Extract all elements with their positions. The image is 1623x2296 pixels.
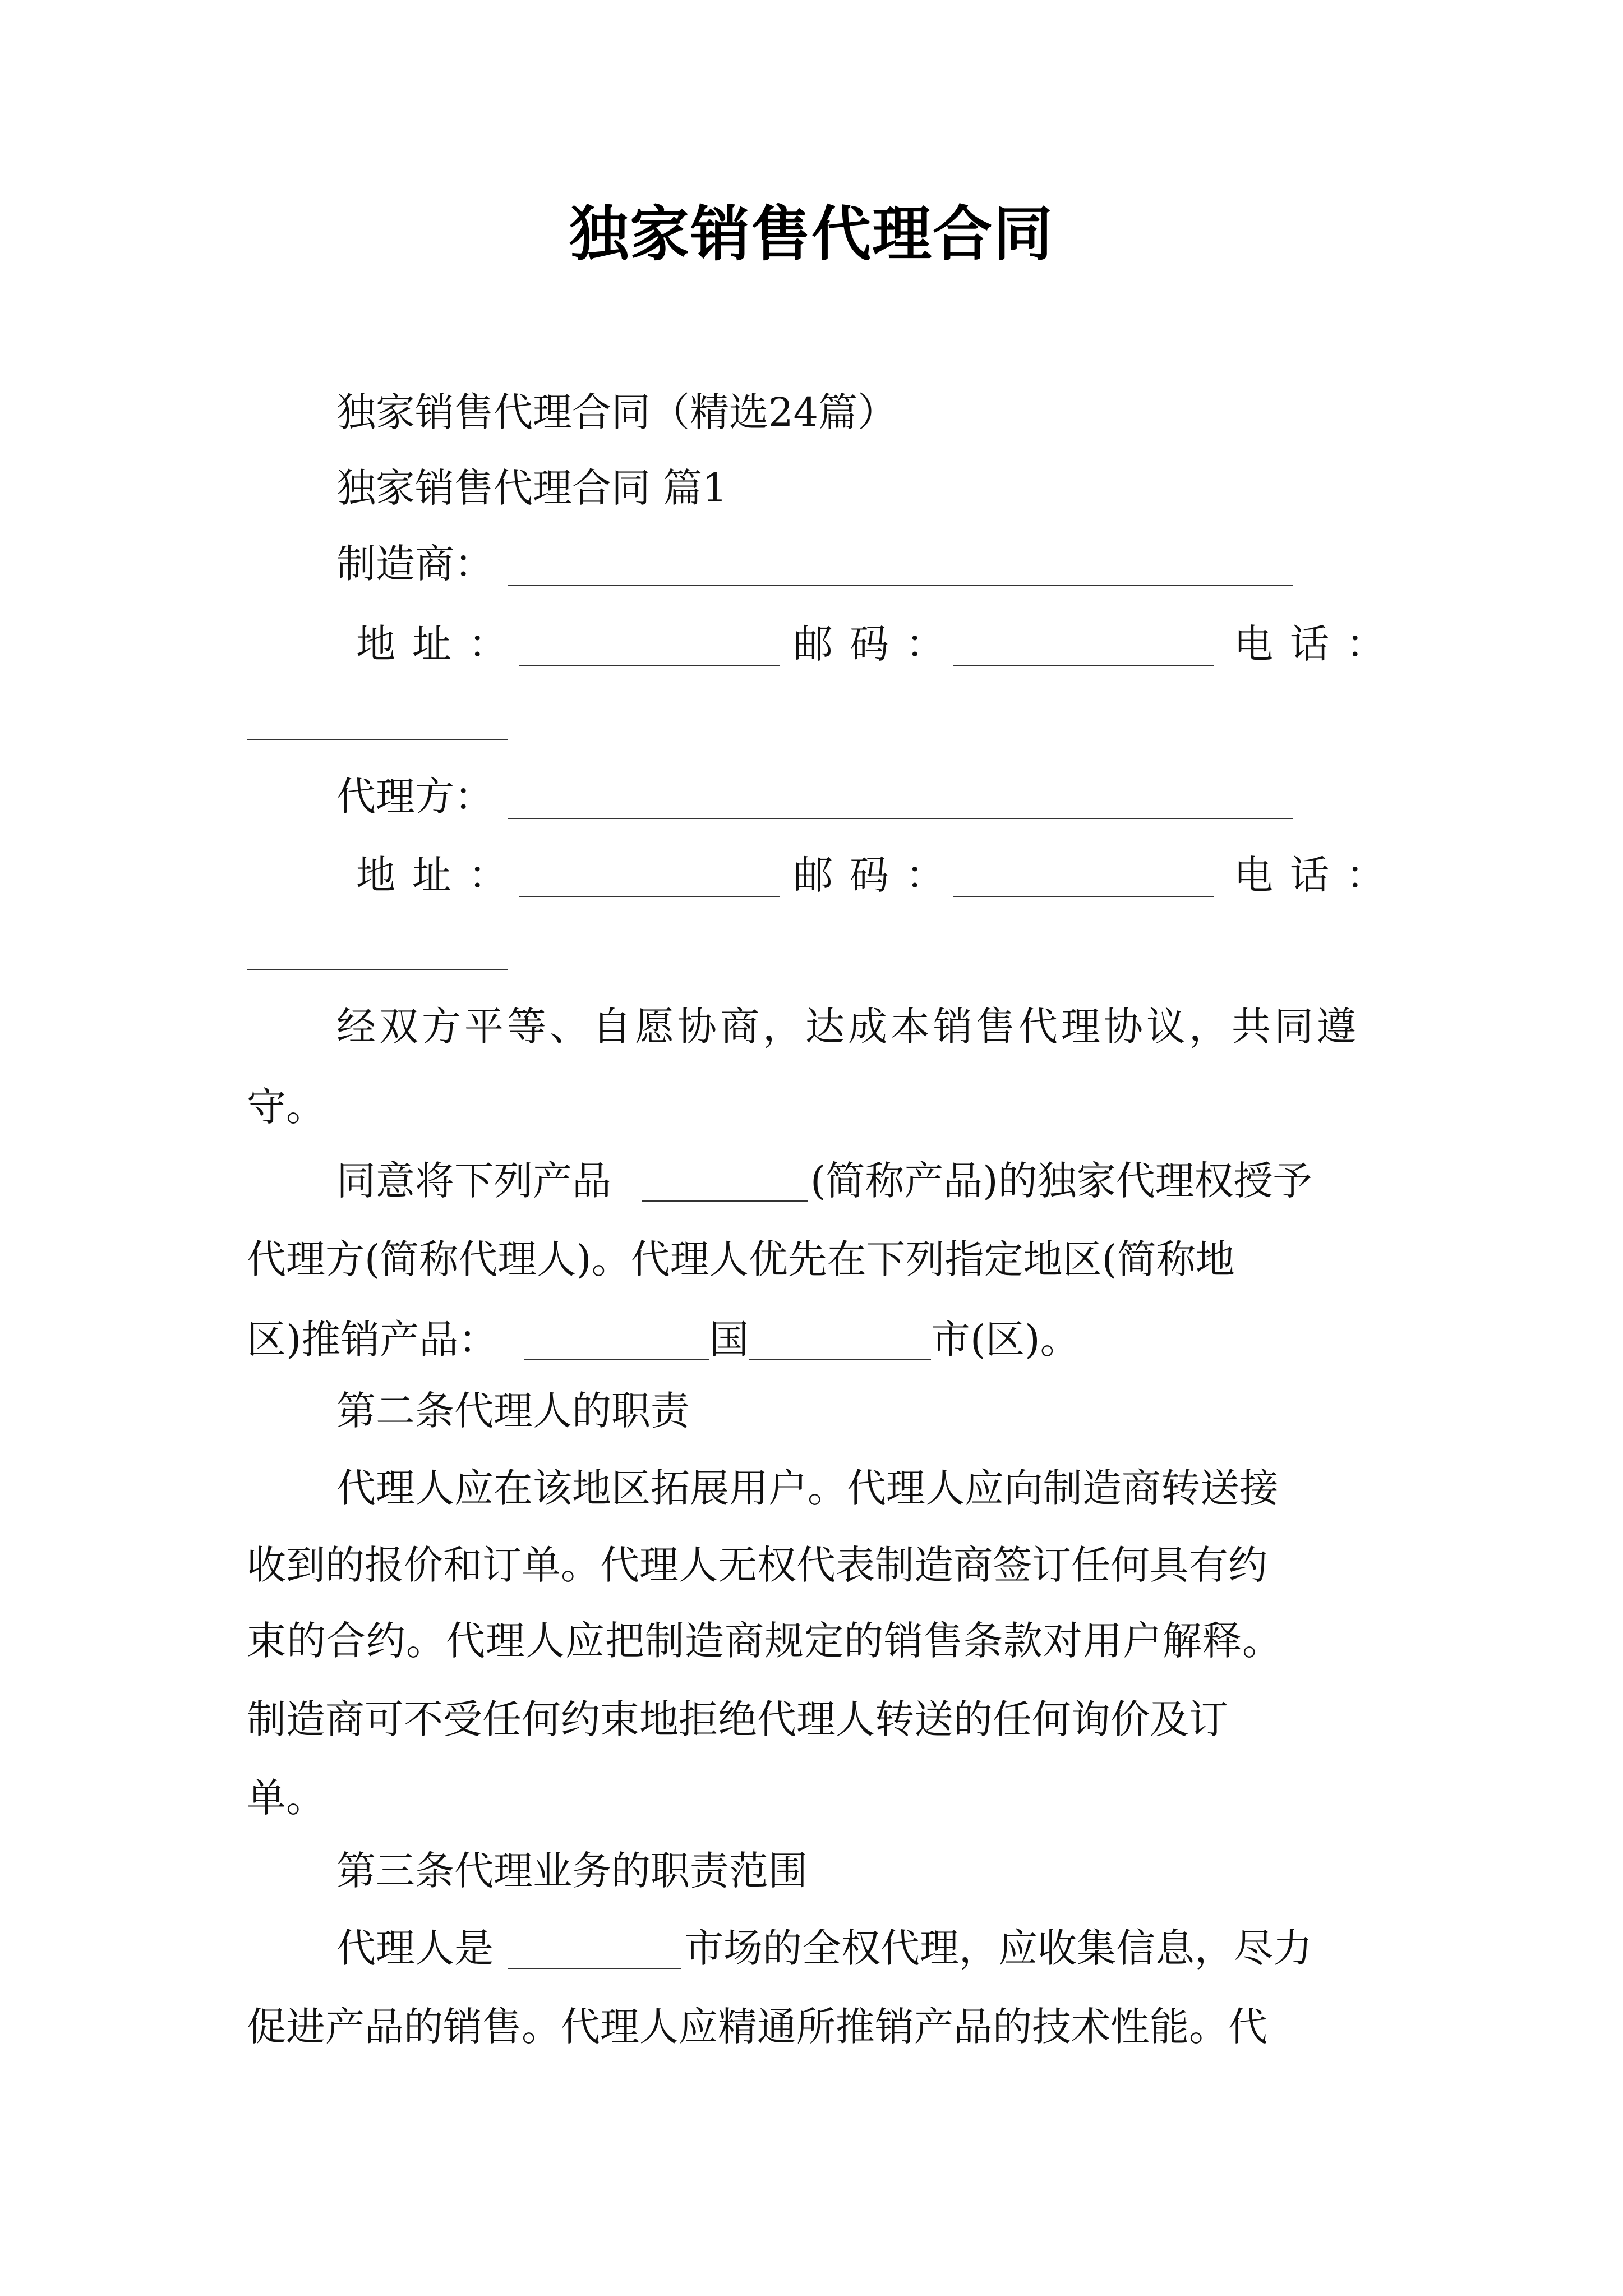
para1-line1: 经双方平等、自愿协商，达成本销售代理协议，共同遵	[336, 1004, 1359, 1050]
article2-line3: 束的合约。代理人应把制造商规定的销售条款对用户解释。	[247, 1618, 1282, 1664]
article2-line5: 单。	[247, 1775, 325, 1821]
agent-postcode-blank	[953, 896, 1214, 897]
agent-blank	[508, 818, 1293, 819]
manufacturer-address-blank	[519, 665, 780, 666]
article3-line1-a: 代理人是	[336, 1925, 494, 1971]
city-blank	[749, 1359, 931, 1360]
article2-line2: 收到的报价和订单。代理人无权代表制造商签订任何具有约	[247, 1542, 1267, 1588]
agent-address-blank	[519, 896, 780, 897]
country-blank	[524, 1359, 709, 1360]
agent-postcode-label: 邮码：	[794, 852, 962, 898]
agent-phone-label: 电话：	[1234, 852, 1402, 898]
document-title: 独家销售代理合同	[569, 200, 1054, 269]
para2-line3-a: 区)推销产品：	[247, 1317, 498, 1363]
product-blank	[642, 1200, 808, 1202]
market-blank	[508, 1968, 681, 1969]
para2-line1-b: (简称产品)的独家代理权授予	[810, 1158, 1312, 1204]
manufacturer-phone-blank	[247, 739, 508, 740]
para2-line2: 代理方(简称代理人)。代理人优先在下列指定地区(简称地	[247, 1236, 1235, 1282]
para1-line2: 守。	[247, 1084, 325, 1130]
agent-phone-blank	[247, 969, 508, 970]
manufacturer-postcode-blank	[953, 665, 1214, 666]
para2-line3-b: 国	[709, 1317, 749, 1363]
section-title: 独家销售代理合同 篇1	[336, 465, 727, 511]
manufacturer-address-label: 地址：	[356, 621, 524, 667]
article2-line1: 代理人应在该地区拓展用户。代理人应向制造商转送接	[336, 1465, 1279, 1511]
article3-line2: 促进产品的销售。代理人应精通所推销产品的技术性能。代	[247, 2004, 1267, 2050]
subtitle: 独家销售代理合同（精选24篇）	[336, 389, 897, 435]
para2-line1-a: 同意将下列产品	[336, 1158, 611, 1204]
article3-title: 第三条代理业务的职责范围	[336, 1848, 808, 1894]
article2-line4: 制造商可不受任何约束地拒绝代理人转送的任何询价及订	[247, 1696, 1228, 1742]
agent-label: 代理方：	[336, 774, 494, 820]
para2-line3-c: 市(区)。	[931, 1317, 1080, 1363]
manufacturer-postcode-label: 邮码：	[794, 621, 962, 667]
manufacturer-phone-label: 电话：	[1234, 621, 1402, 667]
article3-line1-b: 市场的全权代理，应收集信息，尽力	[684, 1925, 1312, 1971]
manufacturer-label: 制造商：	[336, 541, 494, 587]
article2-title: 第二条代理人的职责	[336, 1388, 690, 1434]
manufacturer-blank	[508, 585, 1293, 586]
agent-address-label: 地址：	[356, 852, 524, 898]
